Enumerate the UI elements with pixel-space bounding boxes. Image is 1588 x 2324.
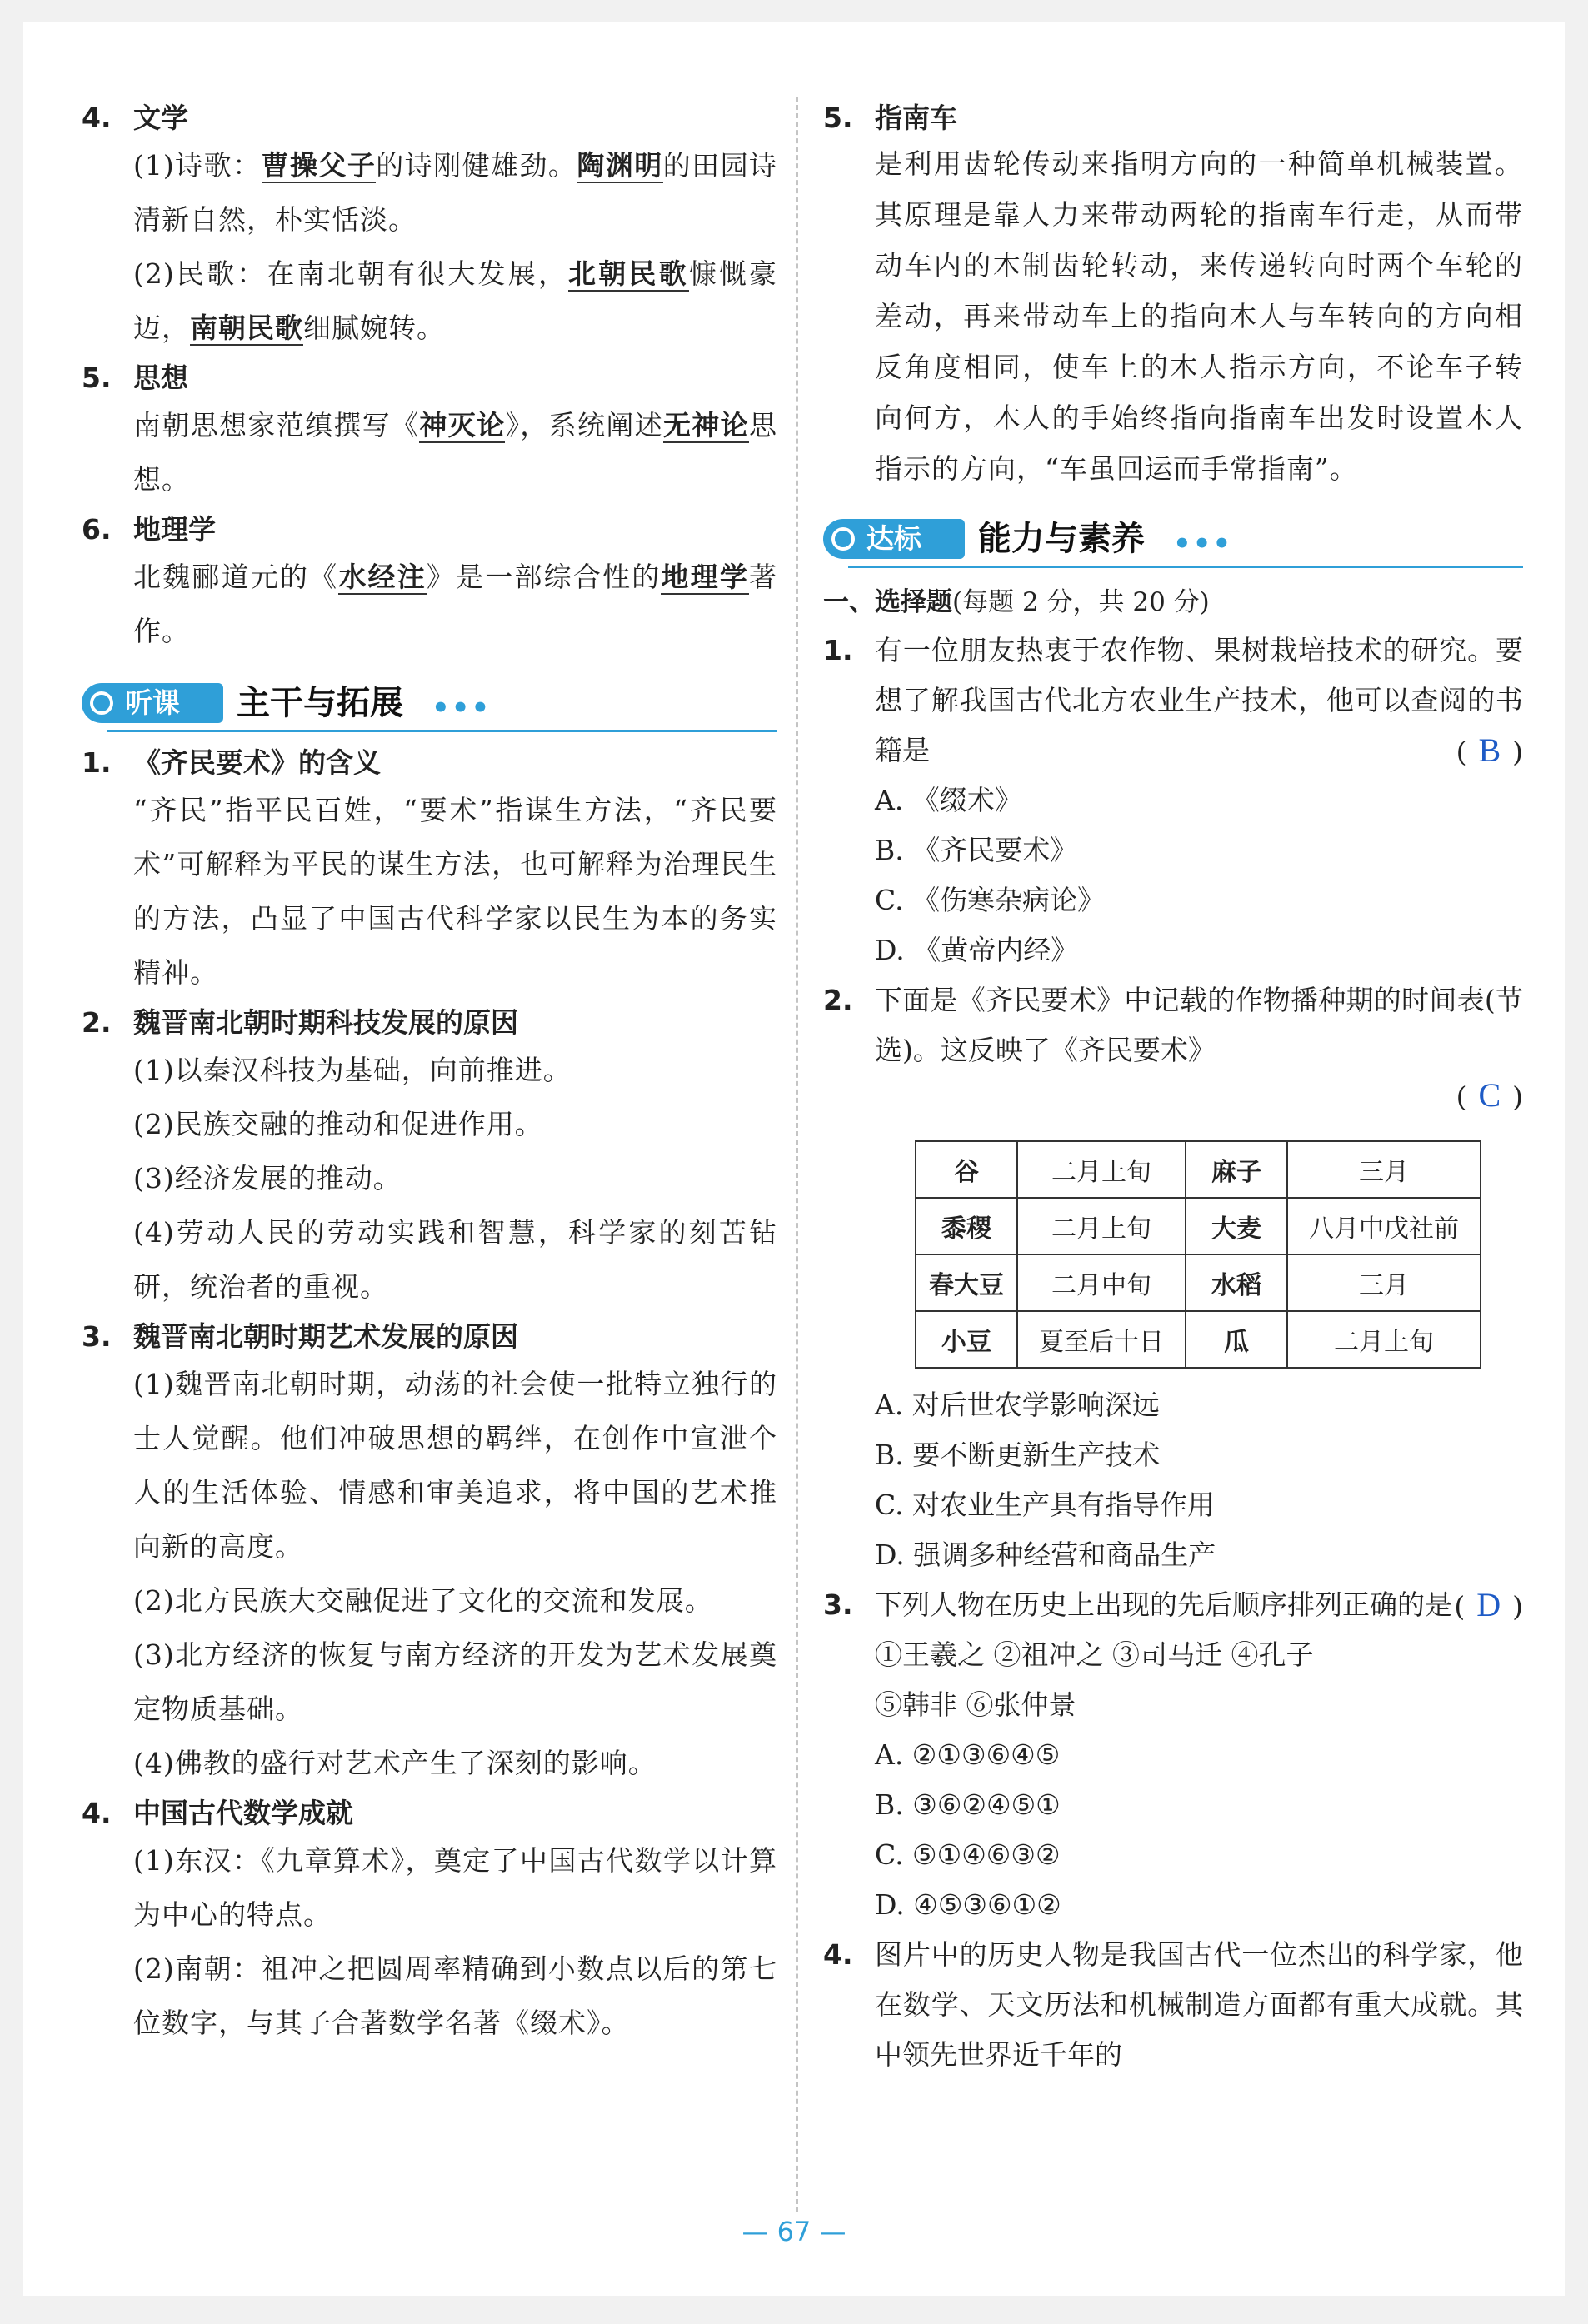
section-banner-exercise [823,512,1523,571]
dots-icon: ••• [1173,527,1233,561]
option: C. 对农业生产具有指导作用 [875,1489,1216,1521]
section-banner-lecture [82,676,777,735]
paragraph-geography: 北魏郦道元的《水经注》是一部综合性的地理学著作。 [133,561,778,647]
heading-thought: 5. 思想 [82,362,188,394]
option: A. ②①③⑥④⑤ [875,1738,1061,1771]
column-divider [796,97,798,2212]
banner-tag: 达标 [823,519,965,559]
paragraph-compass-cart: 是利用齿轮传动来指明方向的一种简单机械装置。其原理是靠人力来带动两轮的指南车行走，从而带动车内的木制齿轮转动，来传递转向时两个车轮的差动，再来带动车上的指向木人与车转向的方向相反角度相同，使车上的木人指示方向，不论车子转向何方，木人的手始终指向指南车出发时设置木人指示的方向，“车虽回运而手常指南”。 [875,147,1523,485]
paragraph-thought: 南朝思想家范缜撰写《神灭论》，系统阐述无神论思想。 [133,409,778,496]
question-1: 1. 有一位朋友热衷于农作物、果树栽培技术的研究。要想了解我国古代北方农业生产技术，他可以查阅的书籍是 ( B ) [823,626,1523,775]
option: D. 强调多种经营和商品生产 [875,1539,1216,1571]
list-item: (4)佛教的盛行对艺术产生了深刻的影响。 [133,1747,657,1779]
question-3: 3. 下列人物在历史上出现的先后顺序排列正确的是 ( D ) [823,1580,1523,1630]
paragraph-qimin-meaning: “齐民”指平民百姓，“要术”指谋生方法，“齐民要术”可解释为平民的谋生方法，也可解释为治理民生的方法，凸显了中国古代科学家以民生为本的务实精神。 [133,794,777,989]
list-item: (4)劳动人民的劳动实践和智慧，科学家的刻苦钻研，统治者的重视。 [133,1216,777,1303]
list-item: (2)民族交融的推动和促进作用。 [133,1108,543,1140]
right-column [823,95,1523,2080]
paragraph-folksong: (2)民歌：在南北朝有很大发展，北朝民歌慷慨豪迈，南朝民歌细腻婉转。 [133,257,778,344]
heading-geography: 6. 地理学 [82,513,216,546]
left-column [82,95,777,2050]
question-4: 4. 图片中的历史人物是我国古代一位杰出的科学家，他在数学、天文历法和机械制造方面都有重大成就。其中领先世界近千年的 [823,1938,1523,2071]
banner-underline [107,730,777,732]
table-row: 小豆 夏至后十日 瓜 二月上旬 [916,1311,1481,1368]
dots-icon: ••• [432,691,492,725]
option: B. 要不断更新生产技术 [875,1439,1161,1471]
answer-bracket: ( D ) [1454,1586,1523,1623]
circle-icon [90,691,113,715]
heading-literature: 4. 文学 [82,102,188,134]
banner-tag: 听课 [82,683,223,723]
list-item: (1)魏晋南北朝时期，动荡的社会使一批特立独行的士人觉醒。他们冲破思想的羁绊，在创作中宣泄个人的生活体验、情感和审美追求，将中国的艺术推向新的高度。 [133,1368,777,1563]
section-title-choice: 一、选择题(每题 2 分，共 20 分) [823,587,1210,617]
option: A. 对后世农学影响深远 [875,1389,1160,1421]
table-row: 黍稷 二月上旬 大麦 八月中戊社前 [916,1198,1481,1254]
heading-tech-reasons: 2. 魏晋南北朝时期科技发展的原因 [82,1006,518,1039]
list-item: (1)东汉：《九章算术》，奠定了中国古代数学以计算为中心的特点。 [133,1844,777,1931]
person-list: ①王羲之 ②祖冲之 ③司马迁 ④孔子 [875,1638,1314,1671]
list-item: (3)北方经济的恢复与南方经济的开发为艺术发展奠定物质基础。 [133,1638,777,1725]
list-item: (2)北方民族大交融促进了文化的交流和发展。 [133,1584,713,1617]
option: A. 《缀术》 [875,784,1022,816]
answer-bracket: ( C ) [1456,1076,1523,1114]
option: D. ④⑤③⑥①② [875,1888,1061,1921]
question-2: 2. 下面是《齐民要术》中记载的作物播种期的时间表(节选)。这反映了《齐民要术》 [823,984,1523,1066]
page-number: — 67 — [742,2216,846,2247]
page [23,22,1565,2296]
option: D. 《黄帝内经》 [875,934,1079,966]
paragraph-poetry: (1)诗歌：曹操父子的诗刚健雄劲。陶渊明的田园诗清新自然，朴实恬淡。 [133,149,778,236]
heading-qimin-meaning: 1. 《齐民要术》的含义 [82,746,381,779]
heading-math: 4. 中国古代数学成就 [82,1797,353,1829]
circle-icon [831,527,855,551]
option: B. 《齐民要术》 [875,834,1078,866]
banner-title: 能力与素养 [978,520,1145,558]
heading-compass-cart: 5. 指南车 [823,102,957,134]
person-list: ⑤韩非 ⑥张仲景 [875,1688,1076,1721]
list-item: (3)经济发展的推动。 [133,1162,402,1194]
option: C. ⑤①④⑥③② [875,1838,1061,1871]
sowing-table [915,1140,1481,1369]
banner-underline [848,566,1523,568]
table-row: 春大豆 二月中旬 水稻 三月 [916,1254,1481,1311]
list-item: (1)以秦汉科技为基础，向前推进。 [133,1054,572,1086]
option: B. ③⑥②④⑤① [875,1788,1061,1821]
table-row: 谷 二月上旬 麻子 三月 [916,1141,1481,1198]
answer-bracket: ( B ) [1456,731,1523,769]
list-item: (2)南朝：祖冲之把圆周率精确到小数点以后的第七位数字，与其子合著数学名著《缀术》。 [133,1952,777,2039]
option: C. 《伤寒杂病论》 [875,884,1106,916]
heading-art-reasons: 3. 魏晋南北朝时期艺术发展的原因 [82,1320,518,1353]
banner-title: 主干与拓展 [237,684,403,722]
